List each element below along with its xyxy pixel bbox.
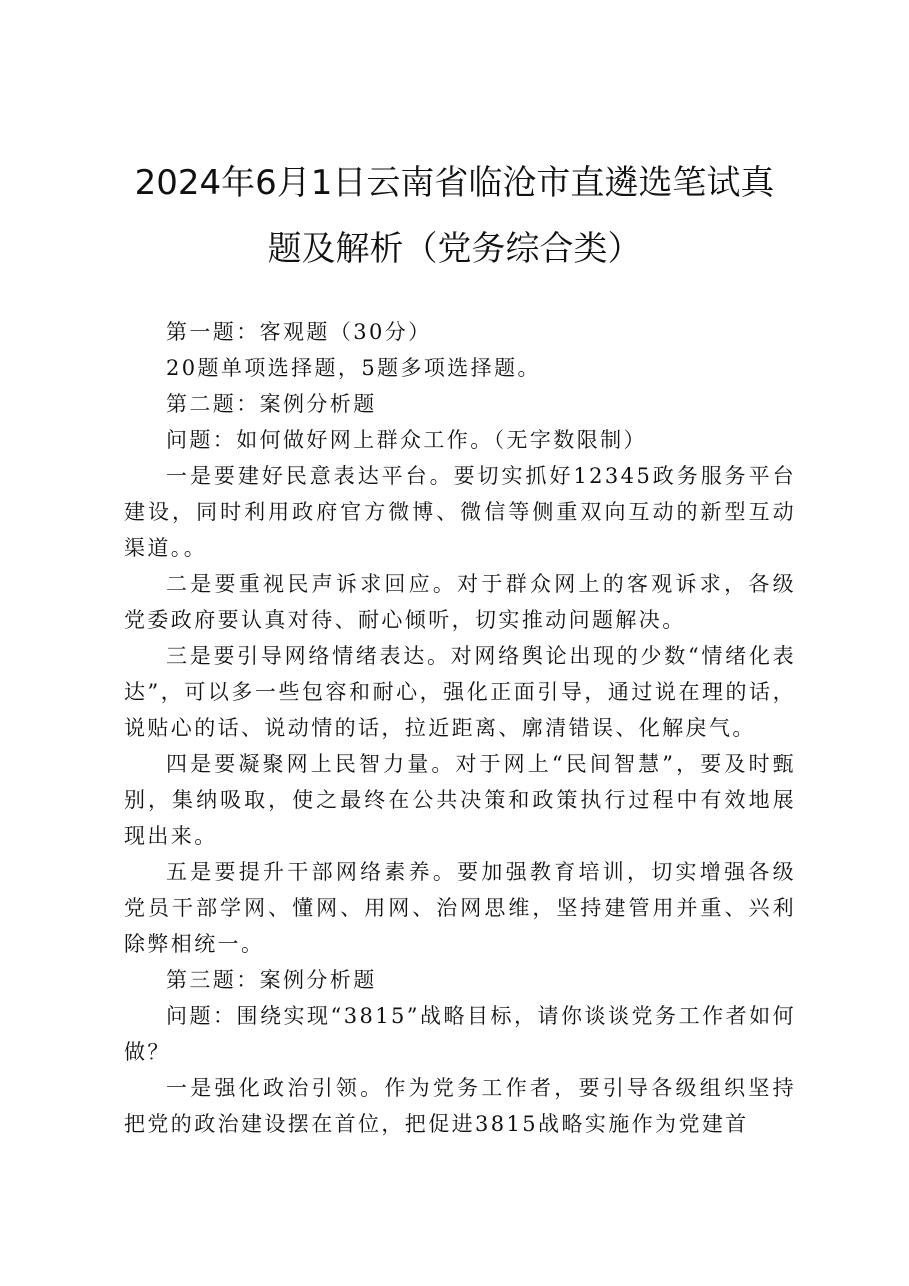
- answer-paragraph: 四是要凝聚网上民智力量。对于网上“民间智慧”，要及时甄别，集纳吸取，使之最终在公共决策和政策执行过程中有效地展现出来。: [124, 752, 796, 848]
- section-heading-1: 第一题：客观题（30分）: [166, 320, 432, 344]
- document-title-line-2: 题及解析（党务综合类）: [267, 229, 642, 269]
- question-text: 问题：围绕实现“3815”战略目标，请你谈谈党务工作者如何做？: [124, 1004, 796, 1064]
- answer-paragraph: 五是要提升干部网络素养。要加强教育培训，切实增强各级党员干部学网、懂网、用网、治网思维，坚持建管用并重、兴利除弊相统一。: [124, 860, 796, 956]
- answer-paragraph: 二是要重视民声诉求回应。对于群众网上的客观诉求，各级党委政府要认真对待、耐心倾听，切实推动问题解决。: [124, 572, 796, 632]
- section-heading-3: 第三题：案例分析题: [166, 968, 377, 992]
- answer-paragraph: 三是要引导网络情绪表达。对网络舆论出现的少数“情绪化表达”，可以多一些包容和耐心，强化正面引导，通过说在理的话，说贴心的话、说动情的话，拉近距离、廓清错误、化解戾气。: [124, 644, 796, 740]
- section-heading-2: 第二题：案例分析题: [166, 392, 377, 416]
- document-body: [124, 314, 796, 1142]
- paragraph: 20题单项选择题，5题多项选择题。: [166, 356, 541, 380]
- question-text: 问题：如何做好网上群众工作。（无字数限制）: [166, 428, 647, 452]
- document-title-line-1: 2024年6月1日云南省临沧市直遴选笔试真: [134, 163, 775, 203]
- answer-paragraph: 一是强化政治引领。作为党务工作者，要引导各级组织坚持把党的政治建设摆在首位，把促进3815战略实施作为党建首: [124, 1076, 796, 1136]
- answer-paragraph: 一是要建好民意表达平台。要切实抓好12345政务服务平台建设，同时利用政府官方微博、微信等侧重双向互动的新型互动渠道。。: [124, 464, 796, 560]
